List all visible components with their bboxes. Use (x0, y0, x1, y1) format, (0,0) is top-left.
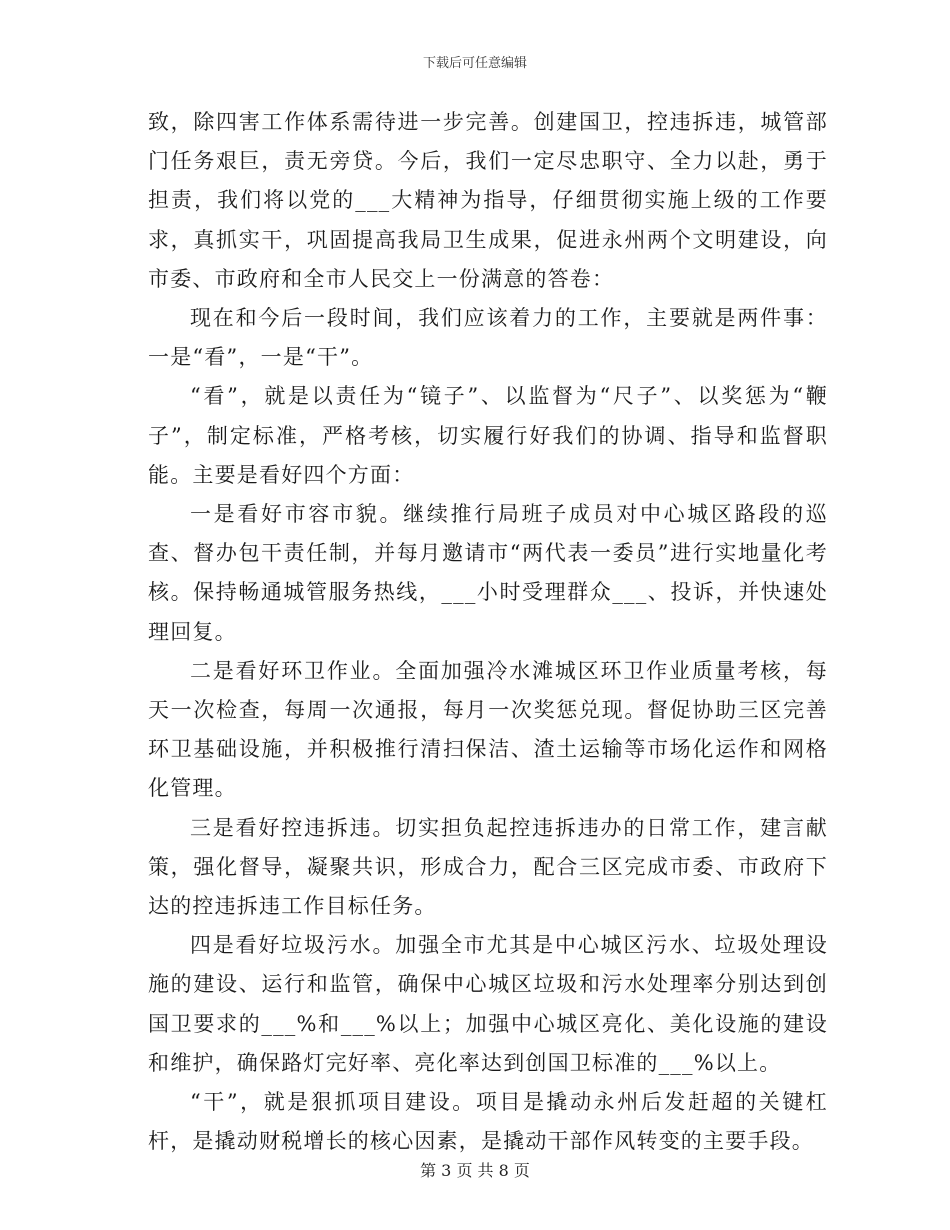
paragraph-two-tasks: 现在和今后一段时间，我们应该着力的工作，主要就是两件事：一是“看”，一是“干”。 (148, 306, 828, 370)
document-body (148, 103, 828, 1161)
page-number: 第 3 页 共 8 页 (420, 1161, 530, 1180)
paragraph-city-appearance: 一是看好市容市貌。继续推行局班子成员对中心城区路段的巡查、督办包干责任制，并每月邀请市“两代表一委员”进行实地量化考核。保持畅通城管服务热线，___小时受理群众___、投诉，并快速处理回复。 (148, 502, 828, 644)
paragraph-continuation: 致，除四害工作体系需待进一步完善。创建国卫，控违拆违，城管部门任务艰巨，责无旁贷。今后，我们一定尽忠职守、全力以赴，勇于担责，我们将以党的___大精神为指导，仔细贯彻实施上级的工作要求，真抓实干，巩固提高我局卫生成果，促进永州两个文明建设，向市委、市政府和全市人民交上一份满意的答卷： (148, 110, 828, 291)
paragraph-gan-definition: “干”，就是狠抓项目建设。项目是撬动永州后发赶超的关键杠杆，是撬动财税增长的核心因素，是撬动干部作风转变的主要手段。 (148, 1090, 828, 1154)
paragraph-illegal-construction: 三是看好控违拆违。切实担负起控违拆违办的日常工作，建言献策，强化督导，凝聚共识，形成合力，配合三区完成市委、市政府下达的控违拆违工作目标任务。 (148, 815, 828, 919)
page-header: 下载后可任意编辑 (422, 56, 527, 71)
paragraph-sanitation: 二是看好环卫作业。全面加强冷水滩城区环卫作业质量考核，每天一次检查，每周一次通报，每月一次奖惩兑现。督促协助三区完善环卫基础设施，并积极推行清扫保洁、渣土运输等市场化运作和网格化管理。 (148, 658, 828, 801)
paragraph-kan-definition: “看”，就是以责任为“镜子”、以监督为“尺子”、以奖惩为“鞭子”，制定标准，严格考核，切实履行好我们的协调、指导和监督职能。主要是看好四个方面： (148, 384, 828, 487)
paragraph-garbage-sewage: 四是看好垃圾污水。加强全市尤其是中心城区污水、垃圾处理设施的建设、运行和监管，确保中心城区垃圾和污水处理率分别达到创国卫要求的___%和___%以上；加强中心城区亮化、美化设施的建设和维护，确保路灯完好率、亮化率达到创国卫标准的___%以上。 (148, 933, 828, 1075)
